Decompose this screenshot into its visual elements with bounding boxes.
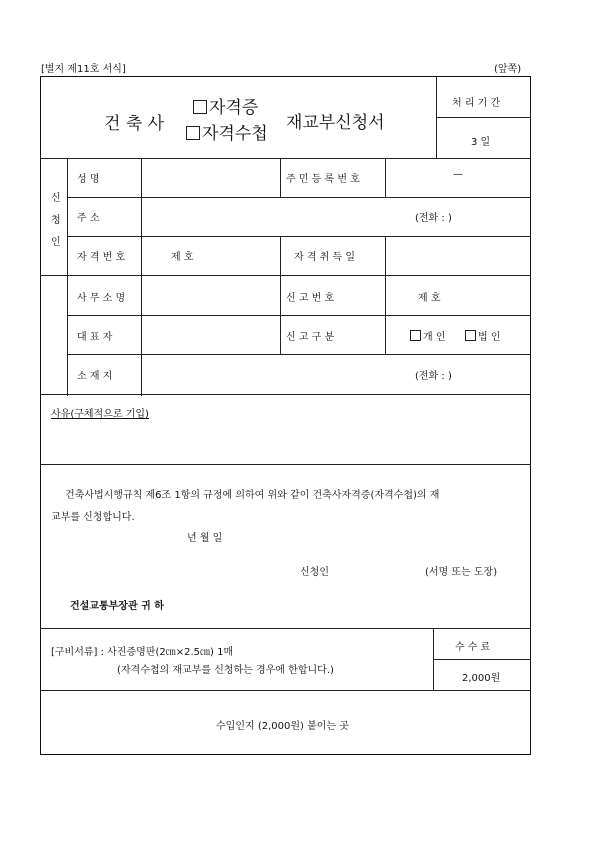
application-date[interactable]: 년 월 일 bbox=[187, 533, 223, 544]
title-option-booklet: 자격수첩 bbox=[186, 119, 268, 144]
title-suffix: 재교부신청서 bbox=[286, 113, 385, 133]
outer-right-border bbox=[530, 76, 531, 755]
outer-bottom-border bbox=[40, 754, 531, 755]
required-documents: [구비서류] : 사진증명판(2㎝×2.5㎝) 1매 bbox=[51, 647, 234, 658]
representative-label: 대 표 자 bbox=[77, 332, 113, 343]
office-name-field[interactable] bbox=[142, 276, 279, 314]
checkbox-corporate-icon[interactable] bbox=[465, 330, 476, 341]
report-number-label: 신 고 번 호 bbox=[286, 293, 335, 304]
rrn-label: 주 민 등 록 번 호 bbox=[286, 174, 360, 185]
address-field[interactable] bbox=[142, 198, 412, 235]
report-number-field[interactable]: 제 호 bbox=[418, 293, 441, 304]
statement-line1: 건축사법시행규칙 제6조 1항의 규정에 의하여 위와 같이 건축사자격증(자격수첩)의 재 bbox=[65, 490, 440, 501]
checkbox-booklet-icon[interactable] bbox=[186, 126, 200, 140]
checkbox-license-icon[interactable] bbox=[193, 100, 207, 114]
fee-value: 2,000원 bbox=[462, 673, 501, 684]
page-side-label: (앞쪽) bbox=[494, 64, 522, 75]
license-date-label: 자 격 취 득 일 bbox=[294, 252, 356, 263]
fee-label: 수 수 료 bbox=[455, 642, 491, 653]
report-type-label: 신 고 구 분 bbox=[286, 332, 335, 343]
signature-field[interactable]: (서명 또는 도장) bbox=[425, 567, 498, 578]
applicant-sign-label: 신청인 bbox=[300, 567, 329, 578]
address-label: 주 소 bbox=[77, 213, 100, 224]
checkbox-personal-icon[interactable] bbox=[410, 330, 421, 341]
report-type-personal[interactable]: 개 인 bbox=[410, 328, 446, 343]
location-label: 소 재 지 bbox=[77, 371, 113, 382]
applicant-group-label: 신 청 인 bbox=[51, 193, 61, 248]
address-phone-label: (전화 : ) bbox=[415, 213, 452, 224]
processing-period-label: 처 리 기 간 bbox=[452, 98, 501, 109]
office-name-label: 사 무 소 명 bbox=[77, 293, 126, 304]
name-field[interactable] bbox=[142, 159, 279, 196]
rrn-field[interactable]: — bbox=[453, 169, 463, 180]
outer-left-border bbox=[40, 76, 41, 755]
location-field[interactable] bbox=[142, 355, 412, 393]
processing-period-value: 3 일 bbox=[471, 137, 491, 148]
required-documents-note: (자격수첩의 재교부를 신청하는 경우에 한합니다.) bbox=[117, 665, 334, 676]
license-date-field[interactable] bbox=[386, 237, 529, 274]
report-type-corporate[interactable]: 법 인 bbox=[465, 328, 501, 343]
statement-line2: 교부를 신청합니다. bbox=[51, 512, 135, 523]
license-number-label: 자 격 번 호 bbox=[77, 252, 126, 263]
title-main: 건 축 사 bbox=[104, 114, 165, 134]
revenue-stamp-area: 수입인지 (2,000원) 붙이는 곳 bbox=[216, 721, 349, 732]
location-phone-label: (전화 : ) bbox=[415, 371, 452, 382]
title-option-license: 자격증 bbox=[193, 93, 258, 118]
representative-field[interactable] bbox=[142, 316, 279, 353]
form-number: [별지 제11호 서식] bbox=[41, 64, 126, 75]
outer-top-border bbox=[40, 76, 531, 77]
license-number-field[interactable]: 제 호 bbox=[171, 252, 194, 263]
recipient: 건설교통부장관 귀 하 bbox=[70, 601, 164, 612]
reason-label: 사유(구체적으로 기입) bbox=[51, 409, 149, 420]
reason-field[interactable] bbox=[45, 420, 525, 460]
name-label: 성 명 bbox=[77, 174, 100, 185]
